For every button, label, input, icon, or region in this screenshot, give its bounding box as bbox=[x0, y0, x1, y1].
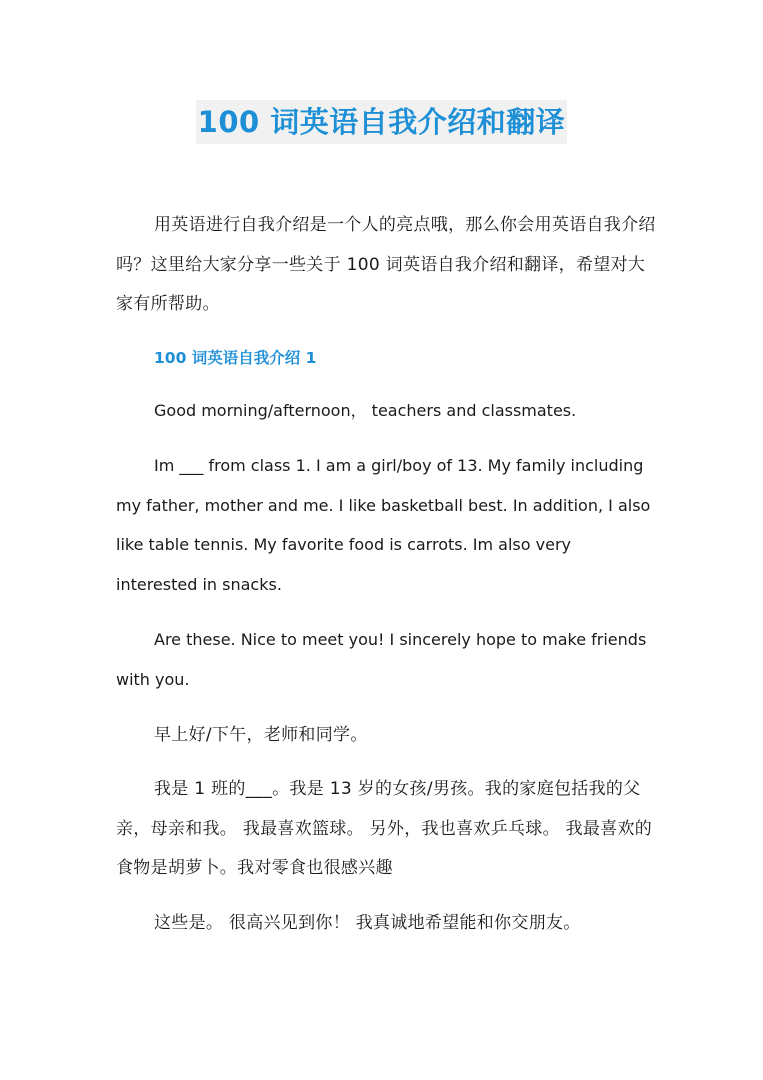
paragraph-greeting: Good morning/afternoon， teachers and classmates. bbox=[154, 401, 577, 420]
paragraph-greeting-cn: 早上好/下午，老师和同学。 bbox=[154, 725, 368, 745]
document-title: 100 词英语自我介绍和翻译 bbox=[196, 100, 568, 144]
document-title-block bbox=[0, 100, 763, 144]
paragraph-closing: Are these. Nice to meet you! I sincerely hope to make friends with you. bbox=[116, 630, 647, 689]
paragraph-self-intro-cn: 我是 1 班的___。我是 13 岁的女孩/男孩。我的家庭包括我的父亲，母亲和我。 我最喜欢篮球。 另外，我也喜欢乒乓球。 我最喜欢的食物是胡萝卜。我对零食也很感兴趣 bbox=[116, 779, 653, 878]
intro-paragraph: 用英语进行自我介绍是一个人的亮点哦，那么你会用英语自我介绍吗？这里给大家分享一些关于 100 词英语自我介绍和翻译，希望对大家有所帮助。 bbox=[116, 215, 656, 314]
paragraph-closing-cn: 这些是。 很高兴见到你！ 我真诚地希望能和你交朋友。 bbox=[154, 913, 581, 933]
paragraph-self-intro: Im ___ from class 1. I am a girl/boy of 13. My family including my father, mother and me. I like basketball best. In addition, I also like table tennis. My favorite food is carrots. Im also very interested in snacks. bbox=[116, 456, 651, 594]
section-heading: 100 词英语自我介绍 1 bbox=[154, 349, 317, 367]
